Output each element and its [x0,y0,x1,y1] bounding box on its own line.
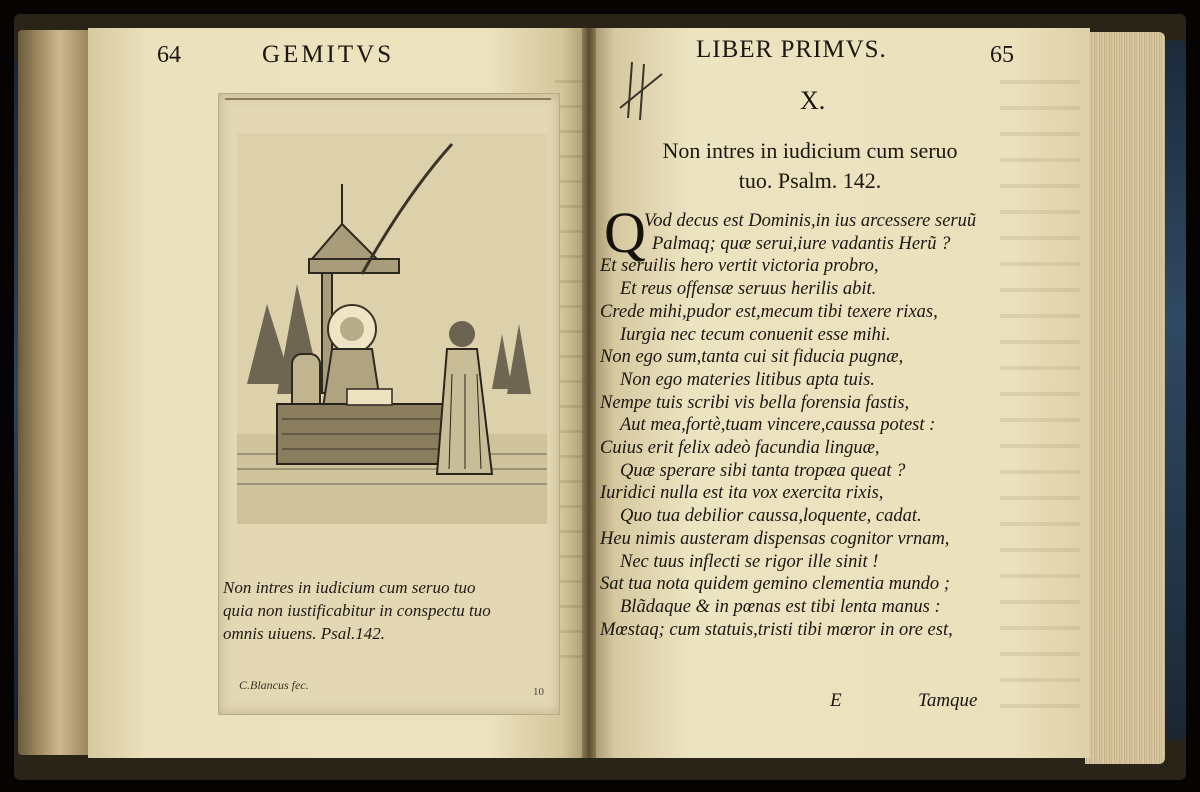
caption-line: omnis uiuens. Psal.142. [223,624,385,643]
poem-line: Nempe tuis scribi vis bella forensia fastis, [600,392,910,413]
poem-line: Sat tua nota quidem gemino clementia mundo ; [600,574,950,595]
right-page-number: 65 [990,42,1014,68]
poem-line: Et seruilis hero vertit victoria probro, [600,256,879,277]
poem-line: Et reus offensæ seruus herilis abit. [620,279,877,300]
poem-line: Non ego materies litibus apta tuis. [620,369,875,390]
poem-line: Quæ sperare sibi tanta tropæa queat ? [620,460,906,481]
drop-cap: Q [604,200,646,265]
chapter-number: X. [800,86,826,115]
chapter-title [600,136,1020,196]
engraved-plate [218,93,560,715]
engraver-signature: C.Blancus fec. [239,678,309,692]
handwritten-mark-icon [618,60,664,122]
poem-line: Mœstaq; cum statuis,tristi tibi mœror in ore est, [600,619,953,640]
left-page-number: 64 [157,42,181,68]
poem-line: Non ego sum,tanta cui sit fiducia pugnæ, [600,347,904,368]
poem-line: Aut mea,fortè,tuam vincere,caussa potest : [620,415,936,436]
poem-line: Vod decus est Dominis,in ius arcessere seruũ [644,211,977,231]
caption-line: Non intres in iudicium cum seruo tuo [223,578,476,597]
signature-mark: E [830,690,842,711]
page-edges-right [1085,32,1165,764]
caption-line: quia non iustificabitur in conspectu tuo [223,601,491,620]
poem-line: Palmaq; quæ serui,iure vadantis Herũ ? [652,233,951,254]
left-running-title: GEMITVS [262,41,395,68]
poem-line: Iuridici nulla est ita vox exercita rixis, [600,483,884,504]
plate-border-line [225,98,551,100]
poem-line: Heu nimis austeram dispensas cognitor vrnam, [600,528,950,549]
poem-text [600,210,1070,641]
plate-number: 10 [533,686,544,698]
poem-line: Nec tuus inflecti se rigor ille sinit ! [620,551,879,572]
engraving-illustration [237,134,547,524]
poem-line: Cuius erit felix adeò facundia linguæ, [600,438,880,459]
title-line: tuo. Psalm. 142. [738,168,882,193]
poem-line: Quo tua debilior caussa,loquente, cadat. [620,506,922,527]
plate-caption [223,576,553,645]
poem-line: Blãdaque & in pœnas est tibi lenta manus : [620,596,941,617]
page-edges-left [18,30,88,755]
poem-line: Iurgia nec tecum conuenit esse mihi. [620,324,891,345]
poem-line: Crede mihi,pudor est,mecum tibi texere rixas, [600,301,938,322]
right-running-title: LIBER PRIMVS. [696,36,887,63]
catchword: Tamque [918,690,978,711]
title-line: Non intres in iudicium cum seruo [662,138,958,163]
